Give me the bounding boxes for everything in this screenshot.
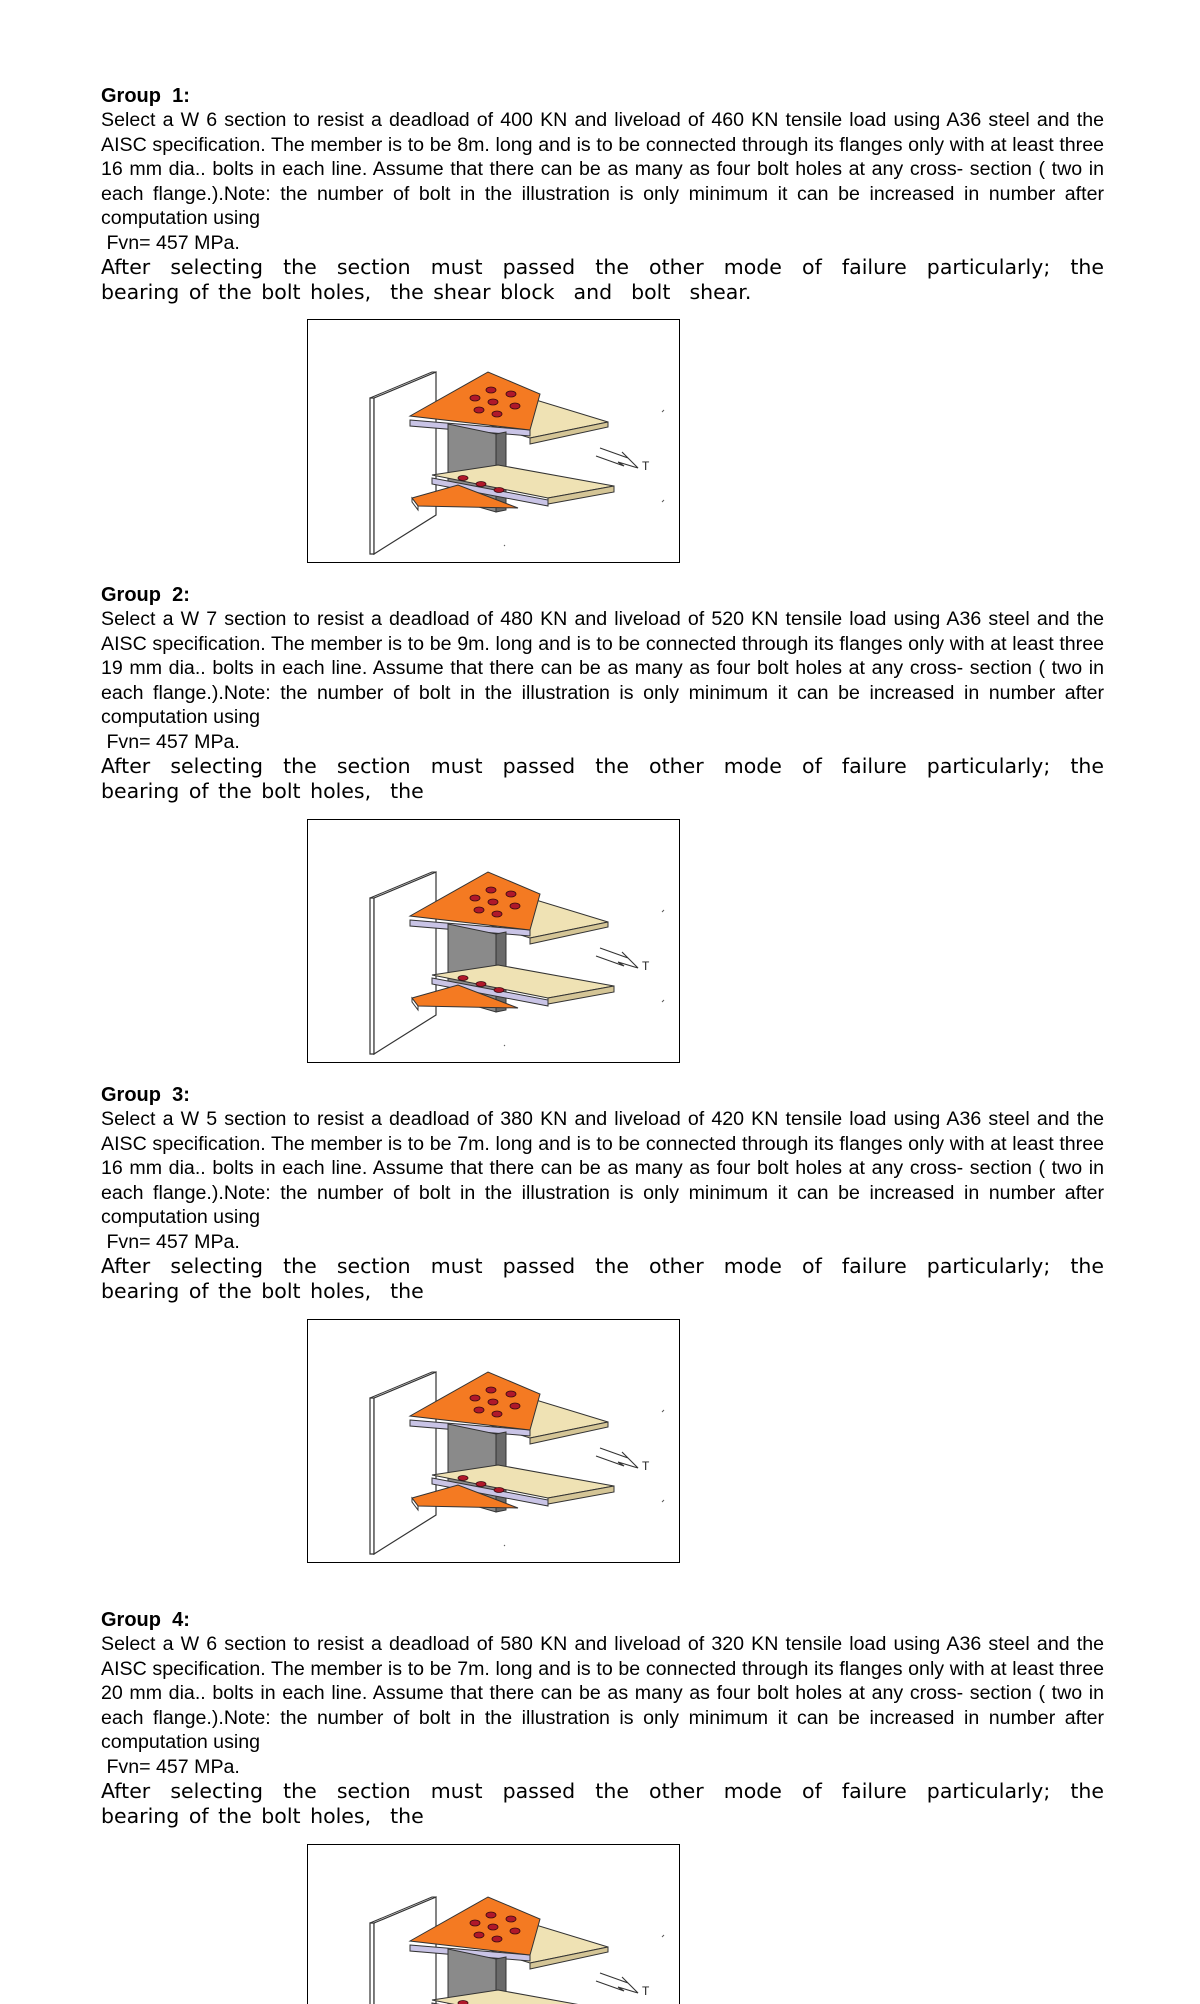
problem-statement: Select a W 6 section to resist a deadload of 400 KN and liveload of 460 KN tensile load using A36 steel and the AISC specification. The member is to be 8m. long and is to be connected through its flanges only with at least three 16 mm dia.. bolts in each line. Assume that there can be as many as four bolt holes at any cross- section ( two in each flange.).Note: the number of bolt in the illustration is only minimum it can be increased in number after computation using bbox=[101, 108, 1104, 231]
support-wall bbox=[370, 1923, 374, 2004]
failure-mode-line-2: bearing of the bolt holes, the bbox=[101, 1804, 1104, 1829]
failure-mode-line-1: After selecting the section must passed the other mode of failure particularly; the bbox=[101, 1779, 1104, 1804]
bolt-head bbox=[458, 1476, 468, 1481]
tick-mark bbox=[662, 910, 664, 912]
bolt-head bbox=[506, 1916, 516, 1922]
group-title: Group 1: bbox=[101, 84, 1104, 108]
bolt-head bbox=[486, 1912, 496, 1918]
fvn-value: Fvn= 457 MPa. bbox=[101, 730, 1104, 754]
bolt-head bbox=[510, 403, 520, 409]
tension-arrow bbox=[596, 1448, 638, 1468]
failure-mode-line-2: bearing of the bolt holes, the bbox=[101, 779, 1104, 804]
bolted-connection-illustration bbox=[307, 319, 680, 563]
failure-mode-line-2: bearing of the bolt holes, the shear block and bolt shear. bbox=[101, 280, 1104, 305]
tick-mark bbox=[662, 500, 664, 502]
support-wall bbox=[370, 1398, 374, 1554]
tension-label: T bbox=[642, 459, 650, 473]
bolt-head bbox=[486, 387, 496, 393]
support-wall-face bbox=[374, 1372, 436, 1554]
bolt-head bbox=[458, 976, 468, 981]
tension-label: T bbox=[642, 959, 650, 973]
tick-mark bbox=[662, 1500, 664, 1502]
group-1 bbox=[101, 84, 1104, 305]
bolt-head bbox=[492, 1936, 502, 1942]
bolt-head bbox=[470, 395, 480, 401]
tick-mark bbox=[504, 1545, 505, 1546]
tick-mark bbox=[504, 545, 505, 546]
bolt-head bbox=[486, 1387, 496, 1393]
bolt-head bbox=[494, 1488, 504, 1493]
bolt-head bbox=[474, 907, 484, 913]
bolted-connection-illustration bbox=[307, 1319, 680, 1563]
group-title: Group 3: bbox=[101, 1083, 1104, 1107]
tick-mark bbox=[662, 1935, 664, 1937]
problem-statement: Select a W 7 section to resist a deadload of 480 KN and liveload of 520 KN tensile load using A36 steel and the AISC specification. The member is to be 9m. long and is to be connected through its flanges only with at least three 19 mm dia.. bolts in each line. Assume that there can be as many as four bolt holes at any cross- section ( two in each flange.).Note: the number of bolt in the illustration is only minimum it can be increased in number after computation using bbox=[101, 607, 1104, 730]
bolt-head bbox=[474, 1932, 484, 1938]
group-title: Group 2: bbox=[101, 583, 1104, 607]
tick-mark bbox=[662, 410, 664, 412]
bolt-head bbox=[488, 1924, 498, 1930]
bolt-head bbox=[470, 1920, 480, 1926]
bolt-head bbox=[510, 1403, 520, 1409]
problem-statement: Select a W 5 section to resist a deadload of 380 KN and liveload of 420 KN tensile load using A36 steel and the AISC specification. The member is to be 7m. long and is to be connected through its flanges only with at least three 16 mm dia.. bolts in each line. Assume that there can be as many as four bolt holes at any cross- section ( two in each flange.).Note: the number of bolt in the illustration is only minimum it can be increased in number after computation using bbox=[101, 1107, 1104, 1230]
failure-mode-line-2: bearing of the bolt holes, the bbox=[101, 1279, 1104, 1304]
bolt-head bbox=[488, 399, 498, 405]
problem-statement: Select a W 6 section to resist a deadload of 580 KN and liveload of 320 KN tensile load using A36 steel and the AISC specification. The member is to be 7m. long and is to be connected through its flanges only with at least three 20 mm dia.. bolts in each line. Assume that there can be as many as four bolt holes at any cross- section ( two in each flange.).Note: the number of bolt in the illustration is only minimum it can be increased in number after computation using bbox=[101, 1632, 1104, 1755]
bolt-head bbox=[510, 903, 520, 909]
fvn-value: Fvn= 457 MPa. bbox=[101, 1230, 1104, 1254]
bolt-head bbox=[474, 407, 484, 413]
bolt-head bbox=[488, 1399, 498, 1405]
tick-mark bbox=[662, 1410, 664, 1412]
bolt-head bbox=[494, 488, 504, 493]
bolt-head bbox=[492, 911, 502, 917]
group-4 bbox=[101, 1608, 1104, 1829]
tension-arrow bbox=[596, 448, 638, 468]
failure-mode-line-1: After selecting the section must passed the other mode of failure particularly; the bbox=[101, 255, 1104, 280]
bolt-head bbox=[506, 1391, 516, 1397]
fvn-value: Fvn= 457 MPa. bbox=[101, 1755, 1104, 1779]
support-wall-face bbox=[374, 372, 436, 554]
bolt-head bbox=[506, 891, 516, 897]
bolt-head bbox=[470, 1395, 480, 1401]
support-wall bbox=[370, 398, 374, 554]
tension-arrow bbox=[596, 948, 638, 968]
bolt-head bbox=[458, 2001, 468, 2004]
bolted-connection-illustration bbox=[307, 819, 680, 1063]
bolt-head bbox=[492, 1411, 502, 1417]
group-title: Group 4: bbox=[101, 1608, 1104, 1632]
bolt-head bbox=[494, 988, 504, 993]
group-3 bbox=[101, 1083, 1104, 1304]
failure-mode-line-1: After selecting the section must passed the other mode of failure particularly; the bbox=[101, 754, 1104, 779]
bolt-head bbox=[510, 1928, 520, 1934]
bolt-head bbox=[492, 411, 502, 417]
bolt-head bbox=[476, 482, 486, 487]
tension-arrow bbox=[596, 1973, 638, 1993]
bolted-connection-illustration bbox=[307, 1844, 680, 2004]
bolt-head bbox=[488, 899, 498, 905]
support-wall-face bbox=[374, 872, 436, 1054]
bolt-head bbox=[486, 887, 496, 893]
tension-label: T bbox=[642, 1984, 650, 1998]
tick-mark bbox=[662, 1000, 664, 1002]
tick-mark bbox=[504, 1045, 505, 1046]
bolt-head bbox=[458, 476, 468, 481]
bolt-head bbox=[474, 1407, 484, 1413]
bolt-head bbox=[470, 895, 480, 901]
support-wall bbox=[370, 898, 374, 1054]
group-2 bbox=[101, 583, 1104, 804]
failure-mode-line-1: After selecting the section must passed the other mode of failure particularly; the bbox=[101, 1254, 1104, 1279]
bolt-head bbox=[476, 982, 486, 987]
fvn-value: Fvn= 457 MPa. bbox=[101, 231, 1104, 255]
bolt-head bbox=[506, 391, 516, 397]
tension-label: T bbox=[642, 1459, 650, 1473]
bolt-head bbox=[476, 1482, 486, 1487]
